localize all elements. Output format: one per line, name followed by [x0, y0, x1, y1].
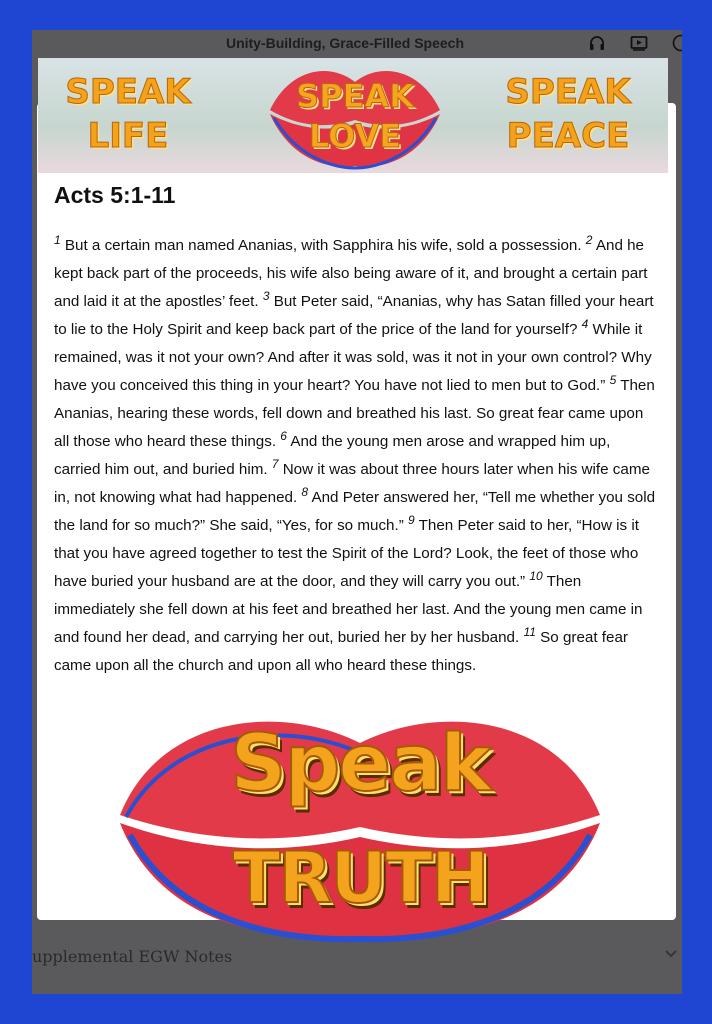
- verse-text: While it remained, was it not your own? And after it was sold, was it not in your own control? Why have you conceived this thing in your heart? You have not lied to men but to God.”: [54, 321, 652, 394]
- verse-text: Then immediately she fell down at his feet and breathed her last. And the young men came in and found her dead, and carrying her out, buried her by her husband.: [54, 573, 643, 646]
- verse-number: 7: [271, 456, 279, 471]
- chevron-down-icon[interactable]: [664, 946, 678, 960]
- banner-left-line-1: SPEAK: [65, 72, 191, 112]
- verse-text: But a certain man named Ananias, with Sapphira his wife, sold a possession.: [60, 237, 586, 254]
- verse-number: 9: [407, 512, 415, 527]
- banner-right-line-2: PEACE: [506, 116, 630, 156]
- truth-word-speak: Speak: [230, 719, 490, 809]
- verse-text: Now it was about three hours later when his wife came in, not knowing what had happened.: [54, 461, 650, 506]
- verse-text: And he kept back part of the proceeds, his wife also being aware of it, and brought a certain part and laid it at the apostles’ feet.: [54, 237, 648, 310]
- verse-text: And the young men arose and wrapped him up, carried him out, and buried him.: [54, 433, 611, 478]
- verse-text: So great fear came upon all the church and upon all who heard these things.: [54, 629, 628, 674]
- verse-text: Then Peter said to her, “How is it that you have agreed together to test the Spirit of the Lord? Look, the feet of those who have buried your husband are at the door, and they will carry you out.”: [54, 517, 639, 590]
- verse-number: 2: [585, 232, 593, 247]
- passage-title: Acts 5:1-11: [54, 182, 176, 208]
- verse-text: But Peter said, “Ananias, why has Satan filled your heart to lie to the Holy Spirit and keep back part of the price of the land for yourself?: [54, 293, 654, 338]
- verse-number: 1: [54, 232, 61, 247]
- info-icon[interactable]: [672, 34, 682, 52]
- banner-center-line-2: LOVE: [308, 117, 402, 155]
- app-title: Unity-Building, Grace-Filled Speech: [225, 35, 465, 51]
- verse-text: Then Ananias, hearing these words, fell down and breathed his last. So great fear came upon all those who heard these things.: [54, 377, 655, 450]
- banner-right-line-1: SPEAK: [505, 72, 631, 112]
- verse-number: 3: [262, 288, 270, 303]
- passage-text: [54, 232, 660, 680]
- verse-number: 10: [529, 568, 543, 583]
- speak-truth-image: [90, 695, 630, 945]
- banner-left-line-2: LIFE: [87, 116, 169, 156]
- truth-word-truth: TRUTH: [232, 837, 488, 919]
- banner-center-line-1: SPEAK: [296, 77, 414, 115]
- verse-number: 8: [301, 484, 309, 499]
- verse-number: 11: [523, 624, 536, 639]
- speak-banner-image: [38, 58, 668, 173]
- verse-number: 4: [581, 316, 589, 331]
- verse-number: 6: [280, 428, 287, 443]
- headphones-icon[interactable]: [588, 34, 606, 52]
- top-bar: [32, 30, 682, 56]
- video-icon[interactable]: [630, 34, 648, 52]
- verse-number: 5: [609, 372, 617, 387]
- verse-text: And Peter answered her, “Tell me whether you sold the land for so much?” She said, “Yes, for so much.”: [54, 489, 656, 534]
- bottom-tab-label: upplemental EGW Notes: [32, 946, 233, 966]
